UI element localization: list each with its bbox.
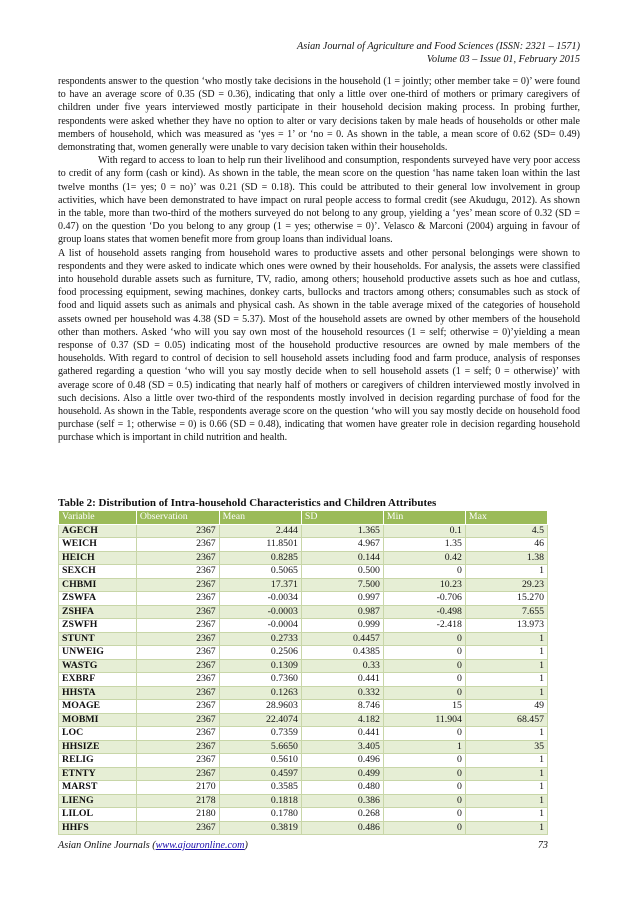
paragraph-loan-access: With regard to access to loan to help run their livelihood and consumption, respondents surveyed have very poor access to credit of any form (cash or kind). As shown in the table, the mean score on the question ‘has name taken loan within the last twelve months (1= yes; 0 = no)’ was 0.21 (SD = 0.18). This could be attributed to their general low involvement in group activities, which have been demonstrated to have impact on rural people access to formal credit (see Akudugu, 2012). As shown in the table, more than two-third of the mothers surveyed do not belong to any group, yielding a ‘yes’ mean score of 0.32 (SD = 0.47) on the question ‘Do you belong to any group (1 = yes; otherwise = 0)’. Velasco & Marconi (2004) arguing in favour of group loans states that women benefit more from group loans than individual loans. — [58, 155, 580, 246]
cell-obs: 2367 — [136, 592, 219, 606]
cell-obs: 2367 — [136, 686, 219, 700]
distribution-table — [58, 510, 548, 835]
cell-sd: 0.268 — [301, 808, 383, 822]
cell-obs: 2367 — [136, 740, 219, 754]
cell-var: MOBMI — [59, 713, 137, 727]
running-header — [297, 40, 580, 66]
table-header-row — [59, 511, 548, 525]
cell-var: ZSWFH — [59, 619, 137, 633]
cell-var: ZSWFA — [59, 592, 137, 606]
cell-mean: 5.6650 — [219, 740, 301, 754]
cell-sd: 0.496 — [301, 754, 383, 768]
table-row — [59, 808, 548, 822]
table-row — [59, 686, 548, 700]
cell-var: HHSTA — [59, 686, 137, 700]
cell-max: 1 — [465, 794, 547, 808]
cell-min: 1 — [383, 740, 465, 754]
cell-sd: 0.144 — [301, 551, 383, 565]
cell-sd: 0.4385 — [301, 646, 383, 660]
cell-var: UNWEIG — [59, 646, 137, 660]
cell-mean: 0.5610 — [219, 754, 301, 768]
cell-max: 1 — [465, 727, 547, 741]
cell-var: HHFS — [59, 821, 137, 835]
journal-title-line: Asian Journal of Agriculture and Food Sciences (ISSN: 2321 – 1571) — [297, 41, 580, 52]
table-row — [59, 659, 548, 673]
cell-sd: 0.386 — [301, 794, 383, 808]
cell-min: 0 — [383, 767, 465, 781]
body-text — [58, 75, 580, 445]
cell-sd: 4.182 — [301, 713, 383, 727]
cell-mean: 0.5065 — [219, 565, 301, 579]
cell-mean: 0.1818 — [219, 794, 301, 808]
table-row — [59, 524, 548, 538]
cell-max: 1 — [465, 781, 547, 795]
cell-sd: 8.746 — [301, 700, 383, 714]
header-min: Min — [383, 511, 465, 525]
cell-var: SEXCH — [59, 565, 137, 579]
cell-obs: 2367 — [136, 767, 219, 781]
paragraph-decision-making: respondents answer to the question ‘who mostly take decisions in the household (1 = jointly; other member take = 0)’ were found to have an average score of 0.35 (SD = 0.36), indicating that only a little over one-third of mothers or primary caregivers of children under five years interviewed mostly participate in their household decision making process. In probing further, respondents were asked whether they have no option to alter or vary decisions taken by male heads of households or other male members of household, which was measured as ‘yes = 1’ or ‘no = 0. As shown in the table, a mean score of 0.62 (SD= 0.49) demonstrating that, women generally were unable to vary decision taken within their households. — [58, 76, 580, 154]
cell-var: LILOL — [59, 808, 137, 822]
cell-mean: 0.1263 — [219, 686, 301, 700]
cell-sd: 1.365 — [301, 524, 383, 538]
cell-sd: 0.500 — [301, 565, 383, 579]
header-mean: Mean — [219, 511, 301, 525]
footer-suffix: ) — [244, 840, 248, 851]
cell-obs: 2180 — [136, 808, 219, 822]
cell-max: 1 — [465, 646, 547, 660]
cell-max: 1 — [465, 767, 547, 781]
cell-min: 0 — [383, 781, 465, 795]
table-row — [59, 713, 548, 727]
cell-sd: 0.33 — [301, 659, 383, 673]
cell-var: AGECH — [59, 524, 137, 538]
cell-obs: 2178 — [136, 794, 219, 808]
cell-var: HHSIZE — [59, 740, 137, 754]
table-row — [59, 673, 548, 687]
cell-mean: -0.0004 — [219, 619, 301, 633]
cell-min: 11.904 — [383, 713, 465, 727]
cell-max: 35 — [465, 740, 547, 754]
cell-max: 1 — [465, 808, 547, 822]
cell-max: 1 — [465, 632, 547, 646]
cell-var: EXBRF — [59, 673, 137, 687]
table-row — [59, 605, 548, 619]
cell-min: 0 — [383, 565, 465, 579]
cell-mean: 0.7360 — [219, 673, 301, 687]
cell-max: 1 — [465, 673, 547, 687]
cell-obs: 2367 — [136, 619, 219, 633]
cell-max: 13.973 — [465, 619, 547, 633]
cell-max: 15.270 — [465, 592, 547, 606]
cell-sd: 0.486 — [301, 821, 383, 835]
cell-mean: 17.371 — [219, 578, 301, 592]
cell-sd: 0.499 — [301, 767, 383, 781]
table-body — [59, 524, 548, 835]
cell-max: 46 — [465, 538, 547, 552]
table-row — [59, 767, 548, 781]
cell-max: 1 — [465, 659, 547, 673]
cell-min: 0 — [383, 794, 465, 808]
header-sd: SD — [301, 511, 383, 525]
cell-obs: 2367 — [136, 578, 219, 592]
cell-min: 0.1 — [383, 524, 465, 538]
cell-sd: 0.441 — [301, 673, 383, 687]
cell-sd: 0.997 — [301, 592, 383, 606]
cell-mean: 22.4074 — [219, 713, 301, 727]
header-observation: Observation — [136, 511, 219, 525]
cell-var: WEICH — [59, 538, 137, 552]
cell-min: 0 — [383, 632, 465, 646]
table-row — [59, 754, 548, 768]
table-row — [59, 740, 548, 754]
cell-obs: 2367 — [136, 605, 219, 619]
cell-max: 49 — [465, 700, 547, 714]
cell-var: ZSHFA — [59, 605, 137, 619]
cell-obs: 2170 — [136, 781, 219, 795]
cell-min: -0.498 — [383, 605, 465, 619]
cell-obs: 2367 — [136, 632, 219, 646]
cell-max: 1 — [465, 821, 547, 835]
cell-max: 29.23 — [465, 578, 547, 592]
header-variable: Variable — [59, 511, 137, 525]
cell-obs: 2367 — [136, 754, 219, 768]
cell-var: LIENG — [59, 794, 137, 808]
cell-min: 0 — [383, 659, 465, 673]
cell-mean: 0.3819 — [219, 821, 301, 835]
table-row — [59, 565, 548, 579]
cell-mean: 28.9603 — [219, 700, 301, 714]
cell-mean: 0.2506 — [219, 646, 301, 660]
cell-min: 0 — [383, 673, 465, 687]
cell-sd: 0.332 — [301, 686, 383, 700]
cell-var: WASTG — [59, 659, 137, 673]
cell-obs: 2367 — [136, 524, 219, 538]
table-row — [59, 592, 548, 606]
cell-max: 1 — [465, 754, 547, 768]
cell-var: MARST — [59, 781, 137, 795]
cell-max: 1 — [465, 565, 547, 579]
table-row — [59, 700, 548, 714]
cell-obs: 2367 — [136, 538, 219, 552]
table-row — [59, 646, 548, 660]
table-row — [59, 727, 548, 741]
cell-mean: 0.7359 — [219, 727, 301, 741]
cell-var: STUNT — [59, 632, 137, 646]
cell-obs: 2367 — [136, 659, 219, 673]
table-row — [59, 538, 548, 552]
table-row — [59, 578, 548, 592]
cell-obs: 2367 — [136, 565, 219, 579]
cell-max: 68.457 — [465, 713, 547, 727]
cell-min: -2.418 — [383, 619, 465, 633]
volume-line: Volume 03 – Issue 01, February 2015 — [426, 54, 580, 65]
header-max: Max — [465, 511, 547, 525]
cell-min: 0.42 — [383, 551, 465, 565]
page-number: 73 — [537, 840, 548, 851]
cell-obs: 2367 — [136, 673, 219, 687]
cell-min: 15 — [383, 700, 465, 714]
cell-max: 1 — [465, 686, 547, 700]
table-row — [59, 632, 548, 646]
table-caption: Table 2: Distribution of Intra-household Characteristics and Children Attributes — [58, 497, 437, 509]
cell-min: 0 — [383, 686, 465, 700]
cell-max: 7.655 — [465, 605, 547, 619]
cell-var: HEICH — [59, 551, 137, 565]
cell-mean: 0.4597 — [219, 767, 301, 781]
cell-obs: 2367 — [136, 727, 219, 741]
table-row — [59, 551, 548, 565]
cell-var: ETNTY — [59, 767, 137, 781]
cell-min: 0 — [383, 727, 465, 741]
cell-max: 4.5 — [465, 524, 547, 538]
cell-min: -0.706 — [383, 592, 465, 606]
cell-min: 0 — [383, 646, 465, 660]
cell-mean: 0.2733 — [219, 632, 301, 646]
cell-mean: 11.8501 — [219, 538, 301, 552]
cell-sd: 0.441 — [301, 727, 383, 741]
cell-obs: 2367 — [136, 646, 219, 660]
cell-min: 0 — [383, 754, 465, 768]
cell-obs: 2367 — [136, 700, 219, 714]
cell-mean: -0.0034 — [219, 592, 301, 606]
cell-mean: -0.0003 — [219, 605, 301, 619]
cell-sd: 4.967 — [301, 538, 383, 552]
cell-min: 0 — [383, 808, 465, 822]
cell-var: MOAGE — [59, 700, 137, 714]
cell-sd: 0.4457 — [301, 632, 383, 646]
footer-prefix: Asian Online Journals ( — [58, 840, 156, 851]
cell-var: RELIG — [59, 754, 137, 768]
cell-mean: 2.444 — [219, 524, 301, 538]
cell-obs: 2367 — [136, 821, 219, 835]
cell-mean: 0.3585 — [219, 781, 301, 795]
table-row — [59, 619, 548, 633]
cell-obs: 2367 — [136, 551, 219, 565]
table-row — [59, 794, 548, 808]
cell-sd: 7.500 — [301, 578, 383, 592]
table-row — [59, 781, 548, 795]
cell-mean: 0.8285 — [219, 551, 301, 565]
cell-min: 0 — [383, 821, 465, 835]
cell-sd: 0.999 — [301, 619, 383, 633]
journal-website-link[interactable]: www.ajouronline.com — [155, 840, 245, 851]
table-row — [59, 821, 548, 835]
footer-source — [58, 840, 248, 851]
cell-sd: 0.480 — [301, 781, 383, 795]
cell-max: 1.38 — [465, 551, 547, 565]
cell-sd: 3.405 — [301, 740, 383, 754]
cell-var: CHBMI — [59, 578, 137, 592]
cell-var: LOC — [59, 727, 137, 741]
cell-sd: 0.987 — [301, 605, 383, 619]
cell-obs: 2367 — [136, 713, 219, 727]
cell-min: 1.35 — [383, 538, 465, 552]
cell-mean: 0.1309 — [219, 659, 301, 673]
cell-mean: 0.1780 — [219, 808, 301, 822]
paragraph-household-assets: A list of household assets ranging from household wares to productive assets and other personal belongings were shown to respondents and they were asked to indicate which ones were owned by their households. For analysis, the assets were classified into household durable assets such as furniture, TV, radio, among others; household productive assets such as hoe and cutlass, food processing equipment, sewing machines, donkey carts, bullocks and tractors among others; consumables such as stock of food and liquid assets such as animals and physical cash. As shown in the table average mixed of the categories of household assets owned per household was 4.38 (SD = 5.37). Most of the household assets are owned by other members of the household other than mothers. Asked ‘who will you say own most of the household resources (1 = self; otherwise = 0)’yielding a mean response of 0.37 (SD = 0.05) indicating most of the household productive resources are owned by male members of the households. With regard to control of decision to sell household assets including food and farm produce, analysis of responses gathered regarding a question ‘who will you say mostly decide when to sell household assets (1 = self; 0 = otherwise)’ with average score of 0.48 (SD = 0.5) indicating that nearly half of mothers or caregivers of children interviewed mostly involved in such decisions. Also a little over two-third of the respondents mostly involved in decision regarding purchase of food for the household. As shown in the Table, respondents average score on the question ‘who will you say mostly decide on household food purchase (self = 1; otherwise = 0) is 0.66 (SD = 0.48), indicating that women have greater role in decision regarding household purchase which is important in child nutrition and health. — [58, 247, 580, 444]
cell-min: 10.23 — [383, 578, 465, 592]
